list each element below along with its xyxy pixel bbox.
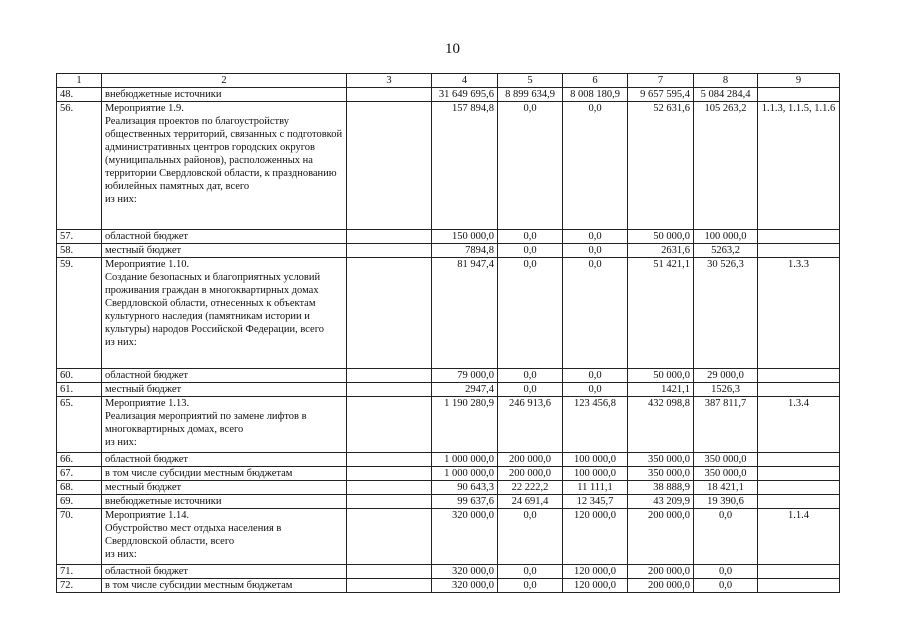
empty-cell <box>347 383 432 397</box>
value-year4-cell: 0,0 <box>694 565 758 579</box>
value-total-cell: 157 894,8 <box>432 102 498 230</box>
row-number-cell: 70. <box>57 509 102 565</box>
target-ref-cell <box>758 88 840 102</box>
table-row <box>57 509 840 565</box>
value-year3-cell: 2631,6 <box>628 244 694 258</box>
table-row <box>57 244 840 258</box>
header-cell: 9 <box>758 74 840 88</box>
value-year4-cell: 29 000,0 <box>694 369 758 383</box>
value-year4-cell: 5263,2 <box>694 244 758 258</box>
row-number-cell: 61. <box>57 383 102 397</box>
value-year2-cell: 0,0 <box>563 369 628 383</box>
table-row <box>57 495 840 509</box>
value-year2-cell: 8 008 180,9 <box>563 88 628 102</box>
value-year3-cell: 50 000,0 <box>628 230 694 244</box>
header-cell: 6 <box>563 74 628 88</box>
empty-cell <box>347 397 432 453</box>
empty-cell <box>347 88 432 102</box>
row-number-cell: 68. <box>57 481 102 495</box>
value-year4-cell: 0,0 <box>694 579 758 593</box>
value-year1-cell: 200 000,0 <box>498 467 563 481</box>
value-year3-cell: 43 209,9 <box>628 495 694 509</box>
budget-table <box>56 73 840 593</box>
value-year1-cell: 0,0 <box>498 244 563 258</box>
row-name-cell: местный бюджет <box>102 244 347 258</box>
value-year1-cell: 24 691,4 <box>498 495 563 509</box>
header-cell: 1 <box>57 74 102 88</box>
target-ref-cell: 1.3.3 <box>758 258 840 369</box>
table-row <box>57 453 840 467</box>
table-row <box>57 481 840 495</box>
value-year1-cell: 246 913,6 <box>498 397 563 453</box>
row-number-cell: 56. <box>57 102 102 230</box>
row-name-cell: Мероприятие 1.9. Реализация проектов по благоустройству общественных территорий, связанных с подготовкой административных центров городских округов (муниципальных районов), расположенных на территории Свердловской области, к празднованию юбилейных памятных дат, всего из них: <box>102 102 347 230</box>
row-number-cell: 58. <box>57 244 102 258</box>
table-row <box>57 258 840 369</box>
value-year4-cell: 105 263,2 <box>694 102 758 230</box>
target-ref-cell <box>758 369 840 383</box>
header-cell: 8 <box>694 74 758 88</box>
value-year2-cell: 12 345,7 <box>563 495 628 509</box>
row-number-cell: 65. <box>57 397 102 453</box>
value-year4-cell: 30 526,3 <box>694 258 758 369</box>
value-year1-cell: 0,0 <box>498 369 563 383</box>
value-year3-cell: 50 000,0 <box>628 369 694 383</box>
table-body <box>57 74 840 593</box>
value-total-cell: 2947,4 <box>432 383 498 397</box>
table-row <box>57 383 840 397</box>
empty-cell <box>347 230 432 244</box>
value-year2-cell: 120 000,0 <box>563 509 628 565</box>
value-year1-cell: 0,0 <box>498 258 563 369</box>
value-year2-cell: 120 000,0 <box>563 565 628 579</box>
table-row <box>57 88 840 102</box>
value-year3-cell: 200 000,0 <box>628 565 694 579</box>
row-number-cell: 57. <box>57 230 102 244</box>
row-number-cell: 72. <box>57 579 102 593</box>
page-number: 10 <box>445 41 460 57</box>
row-name-cell: областной бюджет <box>102 453 347 467</box>
target-ref-cell <box>758 579 840 593</box>
value-year2-cell: 0,0 <box>563 383 628 397</box>
value-year3-cell: 38 888,9 <box>628 481 694 495</box>
value-total-cell: 1 000 000,0 <box>432 453 498 467</box>
row-name-cell: Мероприятие 1.13. Реализация мероприятий по замене лифтов в многоквартирных домах, всего из них: <box>102 397 347 453</box>
value-total-cell: 1 190 280,9 <box>432 397 498 453</box>
empty-cell <box>347 244 432 258</box>
row-name-cell: в том числе субсидии местным бюджетам <box>102 467 347 481</box>
row-number-cell: 60. <box>57 369 102 383</box>
row-name-cell: внебюджетные источники <box>102 495 347 509</box>
value-year1-cell: 22 222,2 <box>498 481 563 495</box>
header-cell: 3 <box>347 74 432 88</box>
value-year1-cell: 0,0 <box>498 565 563 579</box>
row-name-cell: Мероприятие 1.10. Создание безопасных и благоприятных условий проживания граждан в многоквартирных домах Свердловской области, отнесенных к объектам культурного наследия (памятникам истории и культуры) народов Российской Федерации, всего из них: <box>102 258 347 369</box>
value-total-cell: 90 643,3 <box>432 481 498 495</box>
value-year3-cell: 200 000,0 <box>628 509 694 565</box>
empty-cell <box>347 102 432 230</box>
header-cell: 7 <box>628 74 694 88</box>
value-total-cell: 320 000,0 <box>432 509 498 565</box>
empty-cell <box>347 453 432 467</box>
value-year2-cell: 0,0 <box>563 258 628 369</box>
table-row <box>57 102 840 230</box>
row-name-cell: внебюджетные источники <box>102 88 347 102</box>
value-year2-cell: 0,0 <box>563 244 628 258</box>
empty-cell <box>347 258 432 369</box>
target-ref-cell <box>758 495 840 509</box>
value-year2-cell: 0,0 <box>563 230 628 244</box>
target-ref-cell <box>758 467 840 481</box>
empty-cell <box>347 369 432 383</box>
value-year2-cell: 0,0 <box>563 102 628 230</box>
value-year4-cell: 350 000,0 <box>694 453 758 467</box>
table-row <box>57 230 840 244</box>
empty-cell <box>347 467 432 481</box>
target-ref-cell: 1.1.4 <box>758 509 840 565</box>
value-year1-cell: 8 899 634,9 <box>498 88 563 102</box>
value-year1-cell: 0,0 <box>498 230 563 244</box>
target-ref-cell: 1.1.3, 1.1.5, 1.1.6 <box>758 102 840 230</box>
value-total-cell: 79 000,0 <box>432 369 498 383</box>
empty-cell <box>347 579 432 593</box>
target-ref-cell: 1.3.4 <box>758 397 840 453</box>
row-number-cell: 71. <box>57 565 102 579</box>
value-year3-cell: 200 000,0 <box>628 579 694 593</box>
value-year1-cell: 0,0 <box>498 383 563 397</box>
table-row <box>57 369 840 383</box>
row-name-cell: областной бюджет <box>102 565 347 579</box>
value-total-cell: 320 000,0 <box>432 565 498 579</box>
value-year3-cell: 350 000,0 <box>628 453 694 467</box>
target-ref-cell <box>758 565 840 579</box>
row-name-cell: Мероприятие 1.14. Обустройство мест отдыха населения в Свердловской области, всего из них: <box>102 509 347 565</box>
value-year3-cell: 9 657 595,4 <box>628 88 694 102</box>
value-total-cell: 1 000 000,0 <box>432 467 498 481</box>
row-number-cell: 69. <box>57 495 102 509</box>
value-year3-cell: 350 000,0 <box>628 467 694 481</box>
row-name-cell: местный бюджет <box>102 383 347 397</box>
empty-cell <box>347 565 432 579</box>
target-ref-cell <box>758 453 840 467</box>
value-year3-cell: 432 098,8 <box>628 397 694 453</box>
value-year1-cell: 200 000,0 <box>498 453 563 467</box>
value-total-cell: 320 000,0 <box>432 579 498 593</box>
value-year2-cell: 120 000,0 <box>563 579 628 593</box>
table-row <box>57 397 840 453</box>
value-year2-cell: 11 111,1 <box>563 481 628 495</box>
empty-cell <box>347 509 432 565</box>
value-year4-cell: 1526,3 <box>694 383 758 397</box>
row-number-cell: 59. <box>57 258 102 369</box>
row-name-cell: местный бюджет <box>102 481 347 495</box>
table-row <box>57 565 840 579</box>
target-ref-cell <box>758 230 840 244</box>
value-year2-cell: 100 000,0 <box>563 453 628 467</box>
value-year2-cell: 123 456,8 <box>563 397 628 453</box>
header-cell: 5 <box>498 74 563 88</box>
value-year4-cell: 0,0 <box>694 509 758 565</box>
value-total-cell: 150 000,0 <box>432 230 498 244</box>
row-name-cell: областной бюджет <box>102 230 347 244</box>
value-year4-cell: 350 000,0 <box>694 467 758 481</box>
row-number-cell: 48. <box>57 88 102 102</box>
value-year1-cell: 0,0 <box>498 102 563 230</box>
value-year3-cell: 1421,1 <box>628 383 694 397</box>
table-row <box>57 579 840 593</box>
value-total-cell: 81 947,4 <box>432 258 498 369</box>
table-row <box>57 467 840 481</box>
value-year4-cell: 100 000,0 <box>694 230 758 244</box>
row-number-cell: 67. <box>57 467 102 481</box>
value-year1-cell: 0,0 <box>498 579 563 593</box>
target-ref-cell <box>758 383 840 397</box>
value-year4-cell: 5 084 284,4 <box>694 88 758 102</box>
value-total-cell: 31 649 695,6 <box>432 88 498 102</box>
empty-cell <box>347 495 432 509</box>
value-year4-cell: 387 811,7 <box>694 397 758 453</box>
value-year4-cell: 19 390,6 <box>694 495 758 509</box>
value-year3-cell: 52 631,6 <box>628 102 694 230</box>
row-name-cell: в том числе субсидии местным бюджетам <box>102 579 347 593</box>
target-ref-cell <box>758 244 840 258</box>
row-name-cell: областной бюджет <box>102 369 347 383</box>
value-year4-cell: 18 421,1 <box>694 481 758 495</box>
value-year1-cell: 0,0 <box>498 509 563 565</box>
value-total-cell: 99 637,6 <box>432 495 498 509</box>
value-year2-cell: 100 000,0 <box>563 467 628 481</box>
value-total-cell: 7894,8 <box>432 244 498 258</box>
target-ref-cell <box>758 481 840 495</box>
header-row <box>57 74 840 88</box>
value-year3-cell: 51 421,1 <box>628 258 694 369</box>
empty-cell <box>347 481 432 495</box>
header-cell: 2 <box>102 74 347 88</box>
header-cell: 4 <box>432 74 498 88</box>
row-number-cell: 66. <box>57 453 102 467</box>
